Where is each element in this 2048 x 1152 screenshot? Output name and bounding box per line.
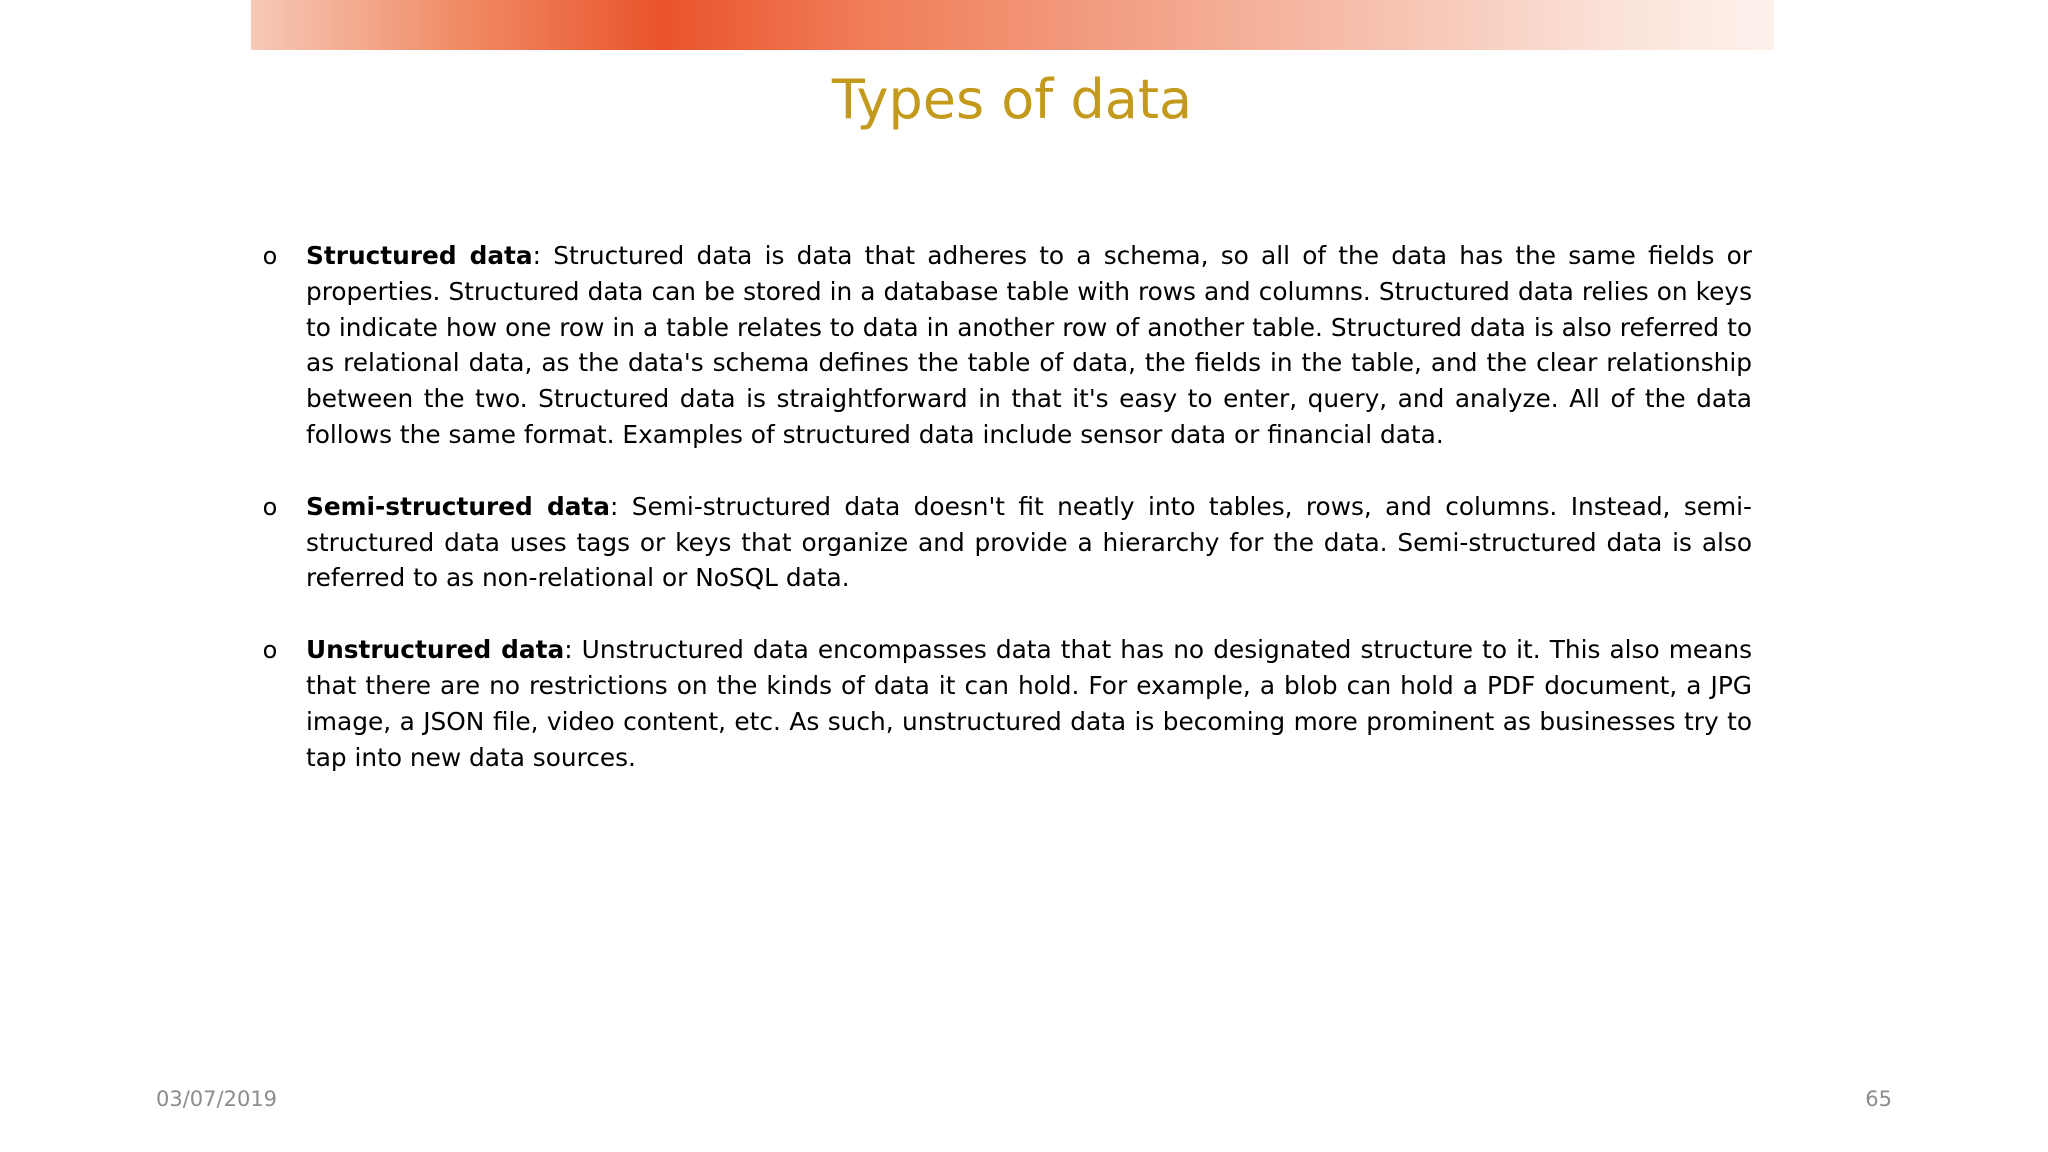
bullet-list <box>256 238 1752 811</box>
bullet-circle-icon: o <box>262 242 278 270</box>
header-accent-band <box>251 0 1774 50</box>
list-item-text <box>306 489 1752 596</box>
slide-number: 65 <box>1865 1087 1892 1111</box>
term-description: : Unstructured data encompasses data that has no designated structure to it. This also means that there are no restrictions on the kinds of data it can hold. For example, a blob can hold a PDF document, a JPG image, a JSON file, video content, etc. As such, unstructured data is becoming more prominent as businesses try to tap into new data sources. <box>306 635 1752 772</box>
bullet-circle-icon: o <box>262 636 278 665</box>
term-description: : Structured data is data that adheres to a schema, so all of the data has the same fields or properties. Structured data can be stored in a database table with rows and columns. Structured data relies on keys to indicate how one row in a table relates to data in another row of another table. Structured data is also referred to as relational data, as the data's schema defines the table of data, the fields in the table, and the clear relationship between the two. Structured data is straightforward in that it's easy to enter, query, and analyze. All of the data follows the same format. Examples of structured data include sensor data or financial data. <box>306 241 1752 449</box>
list-item-unstructured <box>256 632 1752 775</box>
footer-date: 03/07/2019 <box>156 1087 278 1111</box>
list-item-semi-structured <box>256 489 1752 596</box>
bullet-circle-icon: o <box>262 492 278 521</box>
term-description: : Semi-structured data doesn't fit neatly into tables, rows, and columns. Instead, semi-structured data uses tags or keys that organize and provide a hierarchy for the data. Semi-structured data is also referred to as non-relational or NoSQL data. <box>306 491 1753 593</box>
list-item-text <box>306 632 1752 775</box>
list-item-text <box>306 238 1752 453</box>
list-item-structured <box>256 238 1752 453</box>
term-label: Unstructured data <box>306 635 565 665</box>
term-label: Structured data <box>306 241 533 270</box>
slide-title: Types of data <box>831 68 1193 131</box>
term-label: Semi-structured data <box>306 491 611 521</box>
